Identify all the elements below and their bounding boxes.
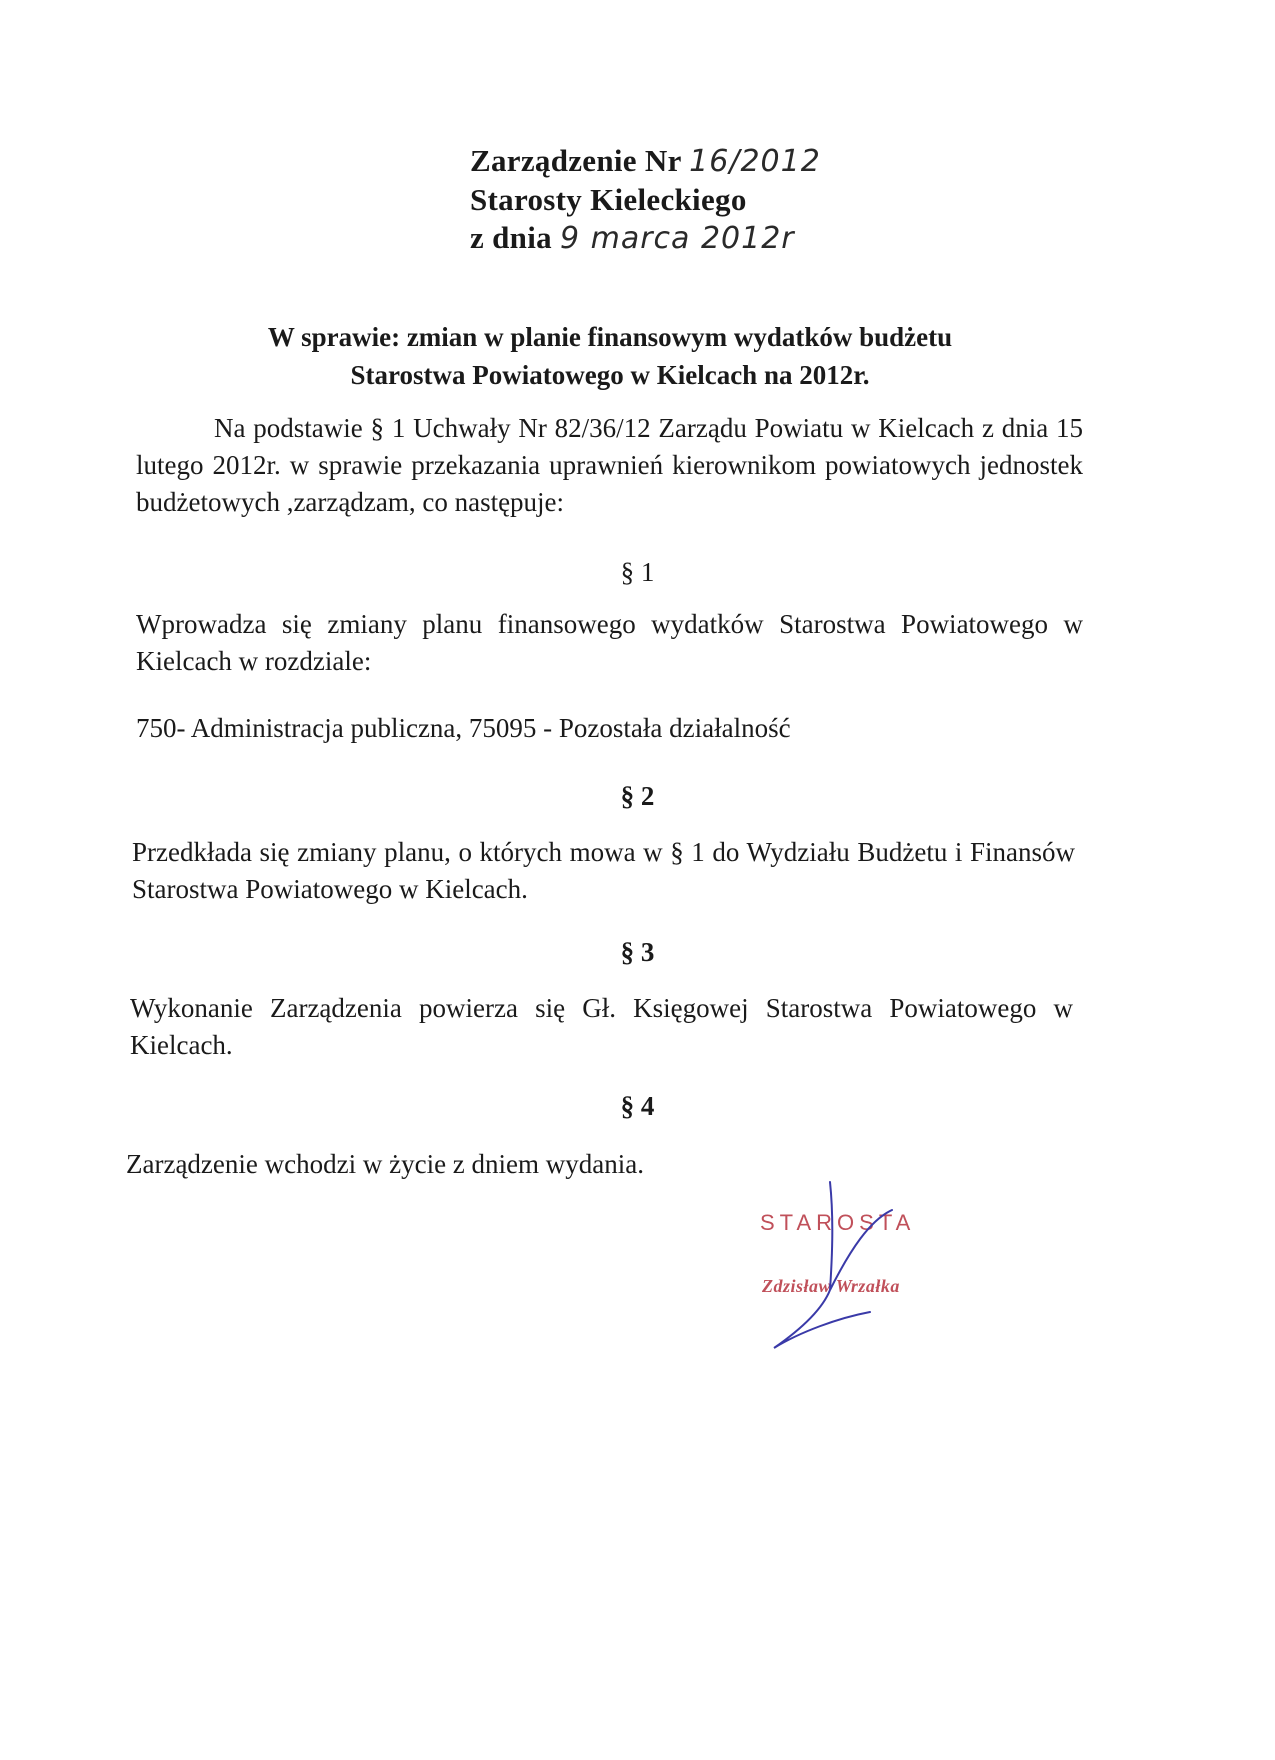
- section-4-text: Zarządzenie wchodzi w życie z dniem wydania.: [126, 1149, 644, 1179]
- section-4-heading: § 4: [620, 1091, 655, 1121]
- title-prefix: Zarządzenie Nr: [470, 143, 682, 178]
- section-3-heading: § 3: [620, 937, 655, 967]
- date-line: [470, 219, 990, 258]
- subject-line-1: W sprawie: zmian w planie finansowym wydatków budżetu: [267, 322, 953, 352]
- section-1-text: Wprowadza się zmiany planu finansowego wydatków Starostwa Powiatowego w Kielcach w rozdziale:: [136, 609, 1083, 676]
- section-2-text: Przedkłada się zmiany planu, o których mowa w § 1 do Wydziału Budżetu i Finansów Starostwa Powiatowego w Kielcach.: [132, 837, 1075, 904]
- date-handwritten: 9 marca 2012r: [559, 221, 795, 256]
- section-2-heading: § 2: [620, 781, 655, 811]
- stamp-title: STAROSTA: [760, 1210, 916, 1235]
- stamp-name: Zdzisław Wrzałka: [762, 1276, 900, 1296]
- issuer-line: Starosty Kieleckiego: [470, 182, 747, 217]
- signature-icon: [760, 1180, 930, 1360]
- document-title: [470, 142, 990, 181]
- subject-line-2: Starostwa Powiatowego w Kielcach na 2012r.: [350, 360, 870, 390]
- section-1-heading: § 1: [620, 557, 655, 587]
- title-number-handwritten: 16/2012: [689, 144, 821, 179]
- section-1-detail: 750- Administracja publiczna, 75095 - Pozostała działalność: [136, 713, 791, 743]
- date-prefix: z dnia: [470, 220, 552, 255]
- preamble-paragraph: Na podstawie § 1 Uchwały Nr 82/36/12 Zarządu Powiatu w Kielcach z dnia 15 lutego 2012r. w sprawie przekazania uprawnień kierownikom powiatowych jednostek budżetowych ,zarządzam, co następuje:: [136, 413, 1083, 517]
- subject-block: [160, 318, 1060, 394]
- section-3-text: Wykonanie Zarządzenia powierza się Gł. Księgowej Starostwa Powiatowego w Kielcach.: [130, 993, 1073, 1060]
- document-header: [470, 142, 990, 258]
